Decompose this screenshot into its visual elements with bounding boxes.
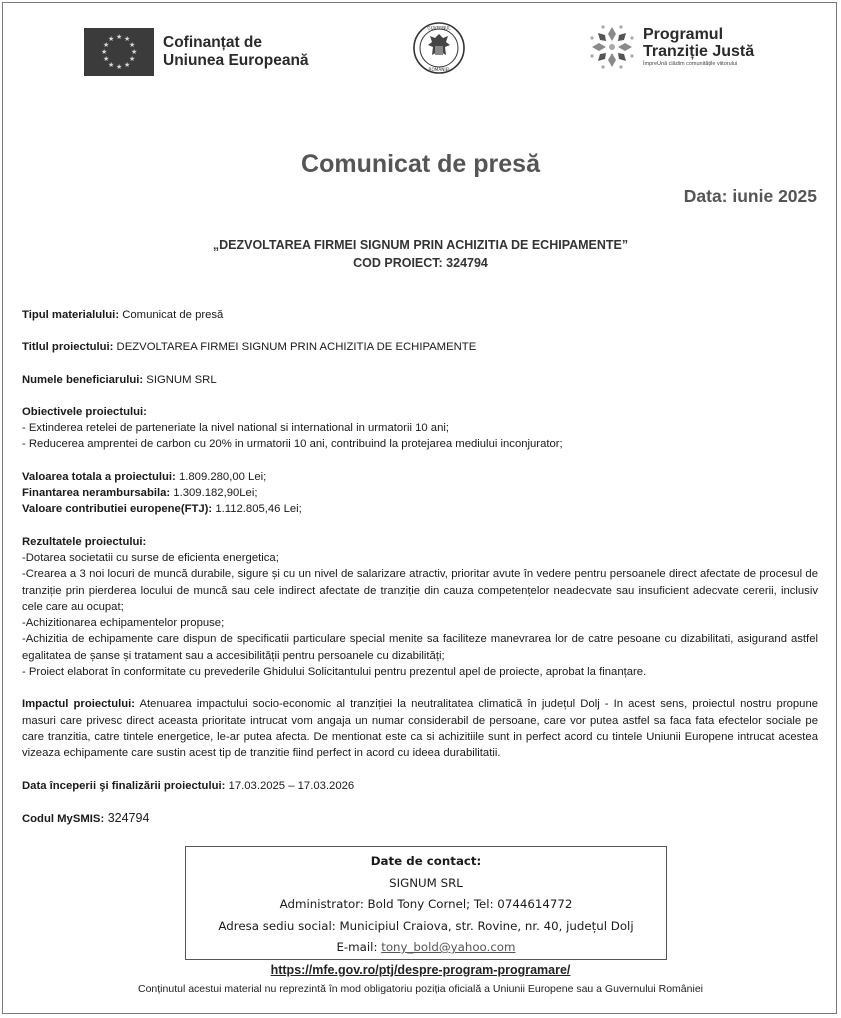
objective-item: - Reducerea amprentei de carbon cu 20% in urmatorii 10 ani, contribuind la protejarea mediului inconjurator; [22,438,563,451]
result-item: - Proiect elaborat în conformitate cu prevederile Ghidului Solicitantului pentru prezentul apel de proiecte, aprobat la finanțare. [22,666,647,679]
ptj-logo-line2: Tranziție Justă [643,42,755,60]
eu-cofinanced-logo [84,28,309,76]
project-heading [0,236,841,272]
result-item: -Crearea a 3 noi locuri de muncă durabile, sigure și cu un nivel de salarizare atractiv, prioritar avute în vedere pentru persoanele direct afectate de procesul de tranziție prin pierderea locului de muncă sau cele indirect afectate de tranziție din cauza competențelor neadecvate sau insuficient adecvate cererii, inclusiv cele care au ocupat; [22,568,818,613]
project-title-quoted: „DEZVOLTAREA FIRMEI SIGNUM PRIN ACHIZITIA DE ECHIPAMENTE” [212,238,629,252]
svg-text:ROMÂNIEI: ROMÂNIEI [428,67,450,72]
mysmis-code [22,810,818,827]
eu-contribution-amount: 1.112.805,46 Lei; [212,503,302,516]
impact-text: Atenuarea impactului socio-economic al tranziției la neutralitatea climatică în județul Dolj - In acest sens, proiectul nostru propune masuri care privesc direct aceasta prioritate intrucat vom angaja un numar considerabil de persoane, care vor putea astfel sa faca fata efectelor sociale pe care tranzitia, catre tintele energetice, le-ar putea afecta. De mentionat este ca si achizitiile sunt in perfect acord cu tintele Uniunii Europene intrucat acestea vizeaza echipamente care sustin acest tip de tranzitie fiind perfect in acord cu ideea durabilitatii. [22,698,819,760]
objective-item: - Extinderea retelei de parteneriate la nivel national si international in urmatorii 10 ani; [22,422,450,435]
objectives-label [22,404,818,420]
contact-admin: Administrator: Bold Tony Cornel; Tel: 0744614772 [279,897,573,911]
ptj-logo [589,24,754,70]
total-value-label: Valoarea totala a proiectului: [22,470,176,483]
disclaimer-text: Conținutul acestui material nu reprezintă în mod obligatoriu poziția oficială a Uniunii Europene sau a Guvernului României [138,983,703,995]
contact-address: Adresa sediu social: Municipiul Craiova, str. Rovine, nr. 40, județul Dolj [218,918,634,933]
project-dates-label: Data începerii şi finalizării proiectului: [22,779,226,792]
results-heading: Rezultatele proiectului: [22,535,147,548]
contact-company: SIGNUM SRL [389,875,463,890]
contact-email-link[interactable]: tony_bold@yahoo.com [381,940,516,954]
result-item: -Achizitia de echipamente care dispun de specificatii particulare special menite sa faciliteze manevrarea lor de catre pesoane cu dizabilitati, asigurand astfel egalitatea de șanse și tratament sau a accesibilității pentru persoanele cu dizabilități; [22,633,818,662]
objectives-heading: Obiectivele proiectului: [22,405,147,418]
project-name-value: DEZVOLTAREA FIRMEI SIGNUM PRIN ACHIZITIA DE ECHIPAMENTE [113,341,477,354]
eu-logo-line2: Uniunea Europeană [163,52,309,69]
material-type-value: Comunicat de presă [119,309,224,321]
nonrefundable-amount: 1.309.182,90Lei; [170,487,258,500]
impact-label: Impactul proiectului: [22,698,136,711]
beneficiary-value: SIGNUM SRL [143,373,217,386]
contact-email-label: E-mail: [336,940,382,954]
eu-logo-text [163,34,309,70]
mysmis-value: 324794 [104,810,150,825]
project-dates-value: 17.03.2025 – 17.03.2026 [225,779,355,792]
nonrefundable-funding [22,485,818,501]
project-name-label: Titlul proiectului: [22,341,114,354]
eu-flag-icon: ★ ★ ★ ★ ★ ★ ★ ★ ★ ★ ★ ★ [84,28,154,76]
contact-email-line [186,937,666,959]
material-type-label: Tipul materialului: [22,309,120,321]
mysmis-label: Codul MySMIS: [22,812,105,825]
press-release-body [22,307,818,827]
release-date: Data: iunie 2025 [683,186,817,206]
ptj-flower-icon [589,24,635,70]
project-code: COD PROIECT: 324794 [353,256,488,270]
nonrefundable-label: Finantarea nerambursabila: [22,487,171,500]
impact [22,696,818,761]
total-value-amount: 1.809.280,00 Lei; [175,470,267,483]
eu-logo-line1: Cofinanțat de [163,34,263,51]
contact-title: Date de contact: [370,854,482,868]
page-title: Comunicat de presă [301,150,540,178]
eu-contribution [22,501,818,517]
beneficiary [22,372,818,388]
total-value [22,469,818,485]
contact-box [185,846,667,960]
ptj-logo-tagline: ÎmpreUnă clădim comunitățile viitorului [643,60,738,67]
result-item: -Dotarea societatii cu surse de eficienta energetica; [22,551,279,564]
beneficiary-label: Numele beneficiarului: [22,373,144,386]
project-name [22,339,818,355]
gov-seal-text: GUVERNUL [427,25,451,31]
result-item: -Achizitionarea echipamentelor propuse; [22,617,225,630]
material-type [22,307,818,323]
romanian-government-seal-icon [413,22,465,74]
ptj-logo-line1: Programul [643,25,724,43]
project-dates [22,778,818,794]
program-url-link[interactable]: https://mfe.gov.ro/ptj/despre-program-programare/ [270,963,571,977]
results-label [22,534,818,550]
eu-contribution-label: Valoare contributiei europene(FTJ): [22,503,213,516]
